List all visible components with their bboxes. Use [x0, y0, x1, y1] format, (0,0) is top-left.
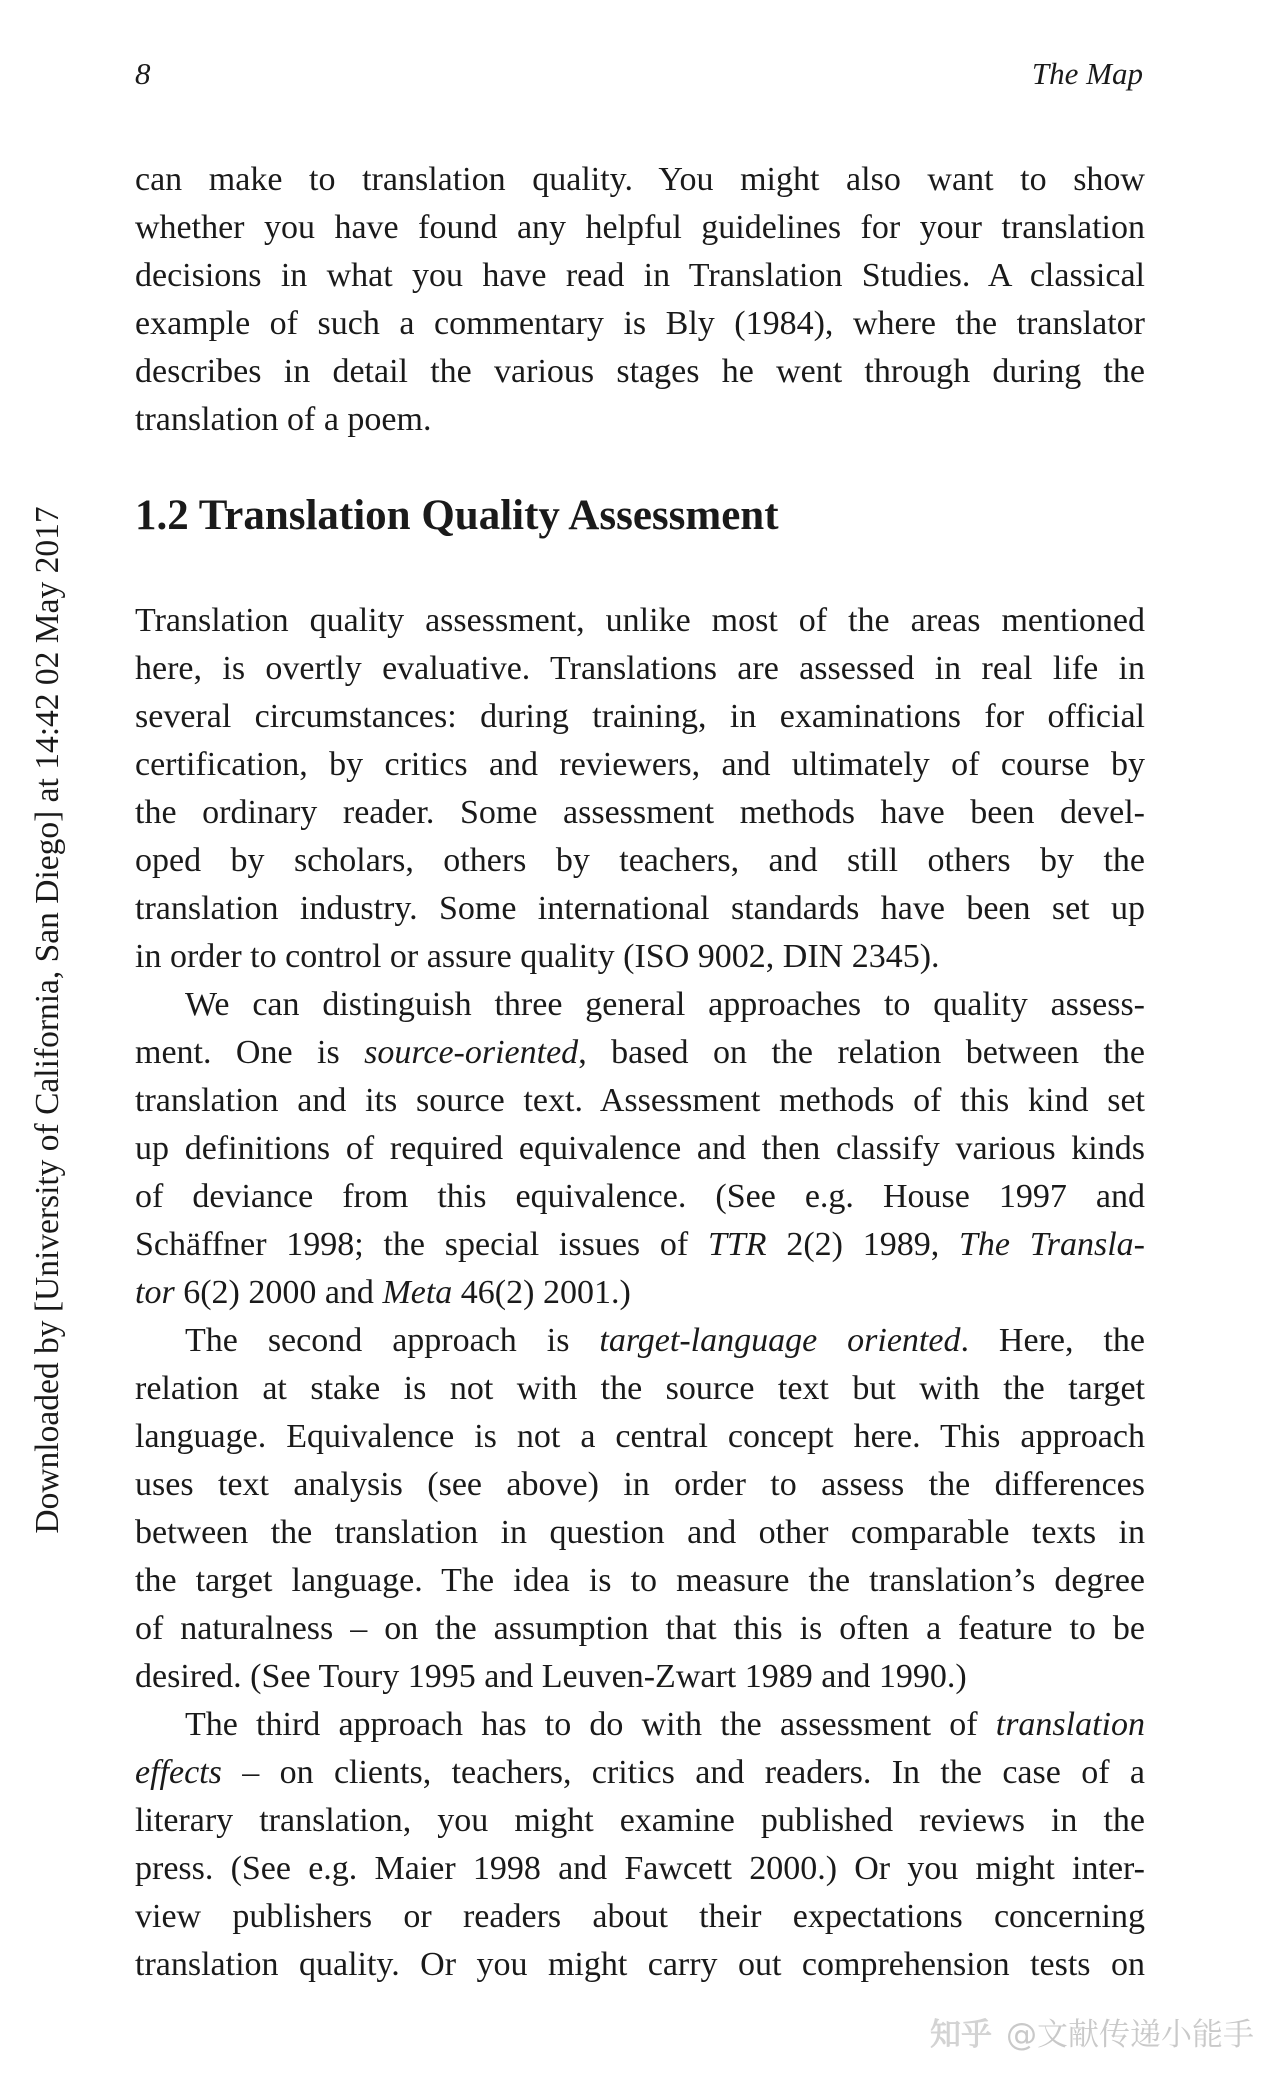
- text-line: The second approach is target-language oriented. Here, the: [185, 1322, 1145, 1359]
- text-line: example of such a commentary is Bly (1984), where the translator: [135, 305, 1145, 342]
- text-line: whether you have found any helpful guidelines for your translation: [135, 209, 1145, 246]
- text-line: can make to translation quality. You might also want to show: [135, 161, 1145, 198]
- download-notice: Downloaded by [University of California, San Diego] at 14:42 02 May 2017: [29, 506, 66, 1534]
- emphasis: target-language oriented: [599, 1322, 961, 1359]
- text-line: The third approach has to do with the assessment of translation: [185, 1706, 1145, 1743]
- text-line: effects – on clients, teachers, critics and readers. In the case of a: [135, 1754, 1145, 1791]
- text-line: oped by scholars, others by teachers, and still others by the: [135, 842, 1145, 879]
- emphasis: effects: [135, 1754, 222, 1791]
- text-line: decisions in what you have read in Translation Studies. A classical: [135, 257, 1145, 294]
- text-line: language. Equivalence is not a central concept here. This approach: [135, 1418, 1145, 1455]
- text-line: translation industry. Some international standards have been set up: [135, 890, 1145, 927]
- text-line: certification, by critics and reviewers, and ultimately of course by: [135, 746, 1145, 783]
- text-line: Translation quality assessment, unlike most of the areas mentioned: [135, 602, 1145, 639]
- running-title: The Map: [1031, 56, 1143, 91]
- text-line: view publishers or readers about their expectations concerning: [135, 1898, 1145, 1935]
- watermark: [930, 2009, 1254, 2054]
- journal-title: The Transla-: [958, 1226, 1146, 1263]
- section-number: 1.2: [135, 492, 189, 539]
- text-line: the target language. The idea is to measure the translation’s degree: [135, 1562, 1145, 1599]
- body-text: [135, 597, 1145, 1989]
- watermark-handle: @文献传递小能手: [1006, 2017, 1254, 2053]
- text-line: ment. One is source-oriented, based on the relation between the: [135, 1034, 1145, 1071]
- section-title: Translation Quality Assessment: [198, 492, 779, 539]
- text-line: Schäffner 1998; the special issues of TTR 2(2) 1989, The Transla-: [135, 1226, 1146, 1263]
- text-line: desired. (See Toury 1995 and Leuven-Zwart 1989 and 1990.): [135, 1658, 967, 1695]
- text-line: relation at stake is not with the source text but with the target: [135, 1370, 1145, 1407]
- text-line: several circumstances: during training, in examinations for official: [135, 698, 1145, 735]
- text-line: translation and its source text. Assessment methods of this kind set: [135, 1082, 1145, 1119]
- text-line: tor 6(2) 2000 and Meta 46(2) 2001.): [135, 1274, 631, 1311]
- emphasis: source-oriented: [364, 1034, 579, 1071]
- text-line: here, is overtly evaluative. Translations are assessed in real life in: [135, 650, 1145, 687]
- text-line: We can distinguish three general approaches to quality assess-: [185, 986, 1145, 1023]
- text-line: the ordinary reader. Some assessment methods have been devel-: [135, 794, 1145, 831]
- zhihu-logo: 知乎: [930, 2017, 992, 2053]
- text-line: of naturalness – on the assumption that this is often a feature to be: [135, 1610, 1145, 1647]
- text-line: translation of a poem.: [135, 401, 432, 438]
- section-heading: [135, 488, 779, 544]
- journal-title: TTR: [707, 1226, 767, 1263]
- text-line: describes in detail the various stages he went through during the: [135, 353, 1145, 390]
- page-number: 8: [135, 56, 151, 91]
- text-line: up definitions of required equivalence and then classify various kinds: [135, 1130, 1145, 1167]
- intro-paragraph: [135, 156, 1145, 444]
- emphasis: translation: [995, 1706, 1145, 1743]
- text-line: uses text analysis (see above) in order to assess the differences: [135, 1466, 1145, 1503]
- text-line: press. (See e.g. Maier 1998 and Fawcett 2000.) Or you might inter-: [135, 1850, 1145, 1887]
- text-line: between the translation in question and other comparable texts in: [135, 1514, 1145, 1551]
- text-line: literary translation, you might examine published reviews in the: [135, 1802, 1145, 1839]
- text-line: of deviance from this equivalence. (See e.g. House 1997 and: [135, 1178, 1145, 1215]
- text-line: translation quality. Or you might carry out comprehension tests on: [135, 1946, 1145, 1983]
- journal-title: Meta: [382, 1274, 453, 1311]
- journal-title: tor: [135, 1274, 175, 1311]
- text-line: in order to control or assure quality (ISO 9002, DIN 2345).: [135, 938, 940, 975]
